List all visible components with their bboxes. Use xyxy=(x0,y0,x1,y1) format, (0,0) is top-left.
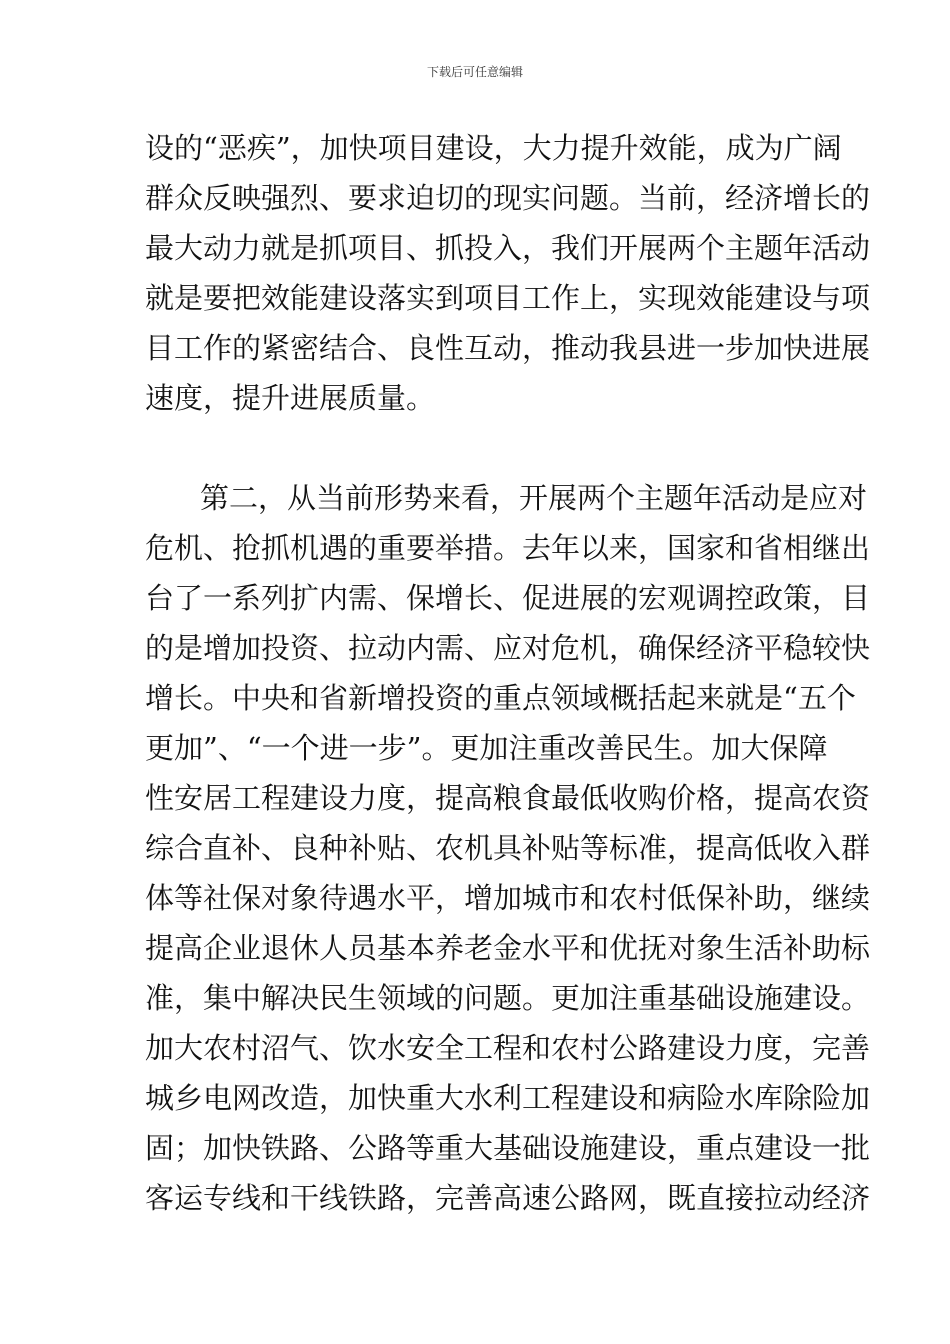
paragraph-line: 速度，提升进展质量。 xyxy=(145,381,436,415)
paragraph-line: 第二，从当前形势来看，开展两个主题年活动是应对 xyxy=(200,481,868,515)
paragraph-line: 就是要把效能建设落实到项目工作上，实现效能建设与项 xyxy=(145,281,871,315)
paragraph-line: 台了一系列扩内需、保增长、促进展的宏观调控政策，目 xyxy=(145,581,871,615)
paragraph-line: 群众反映强烈、要求迫切的现实问题。当前，经济增长的 xyxy=(145,181,871,215)
paragraph-line: 提高企业退休人员基本养老金水平和优抚对象生活补助标 xyxy=(145,931,871,965)
page-header: 下载后可任意编辑 xyxy=(426,65,523,79)
paragraph-line: 的是增加投资、拉动内需、应对危机，确保经济平稳较快 xyxy=(145,631,871,665)
paragraph-line: 客运专线和干线铁路，完善高速公路网，既直接拉动经济 xyxy=(145,1181,871,1215)
paragraph-line: 性安居工程建设力度，提高粮食最低收购价格，提高农资 xyxy=(145,781,871,815)
paragraph-line: 综合直补、良种补贴、农机具补贴等标准，提高低收入群 xyxy=(145,831,871,865)
paragraph-line: 更加”、“一个进一步”。更加注重改善民生。加大保障 xyxy=(145,731,828,765)
paragraph-line: 准，集中解决民生领域的问题。更加注重基础设施建设。 xyxy=(145,981,871,1015)
paragraph-line: 最大动力就是抓项目、抓投入，我们开展两个主题年活动 xyxy=(145,231,871,265)
paragraph-line: 设的“恶疾”，加快项目建设，大力提升效能，成为广阔 xyxy=(145,131,842,165)
paragraph-line: 固；加快铁路、公路等重大基础设施建设，重点建设一批 xyxy=(145,1131,871,1165)
paragraph-line: 危机、抢抓机遇的重要举措。去年以来，国家和省相继出 xyxy=(145,531,871,565)
paragraph-line: 目工作的紧密结合、良性互动，推动我县进一步加快进展 xyxy=(145,331,871,365)
paragraph-line: 加大农村沼气、饮水安全工程和农村公路建设力度，完善 xyxy=(145,1031,871,1065)
paragraph-line: 增长。中央和省新增投资的重点领域概括起来就是“五个 xyxy=(145,681,856,715)
paragraph-line: 城乡电网改造，加快重大水利工程建设和病险水库除险加 xyxy=(145,1081,871,1115)
paragraph-line: 体等社保对象待遇水平，增加城市和农村低保补助，继续 xyxy=(145,881,871,915)
